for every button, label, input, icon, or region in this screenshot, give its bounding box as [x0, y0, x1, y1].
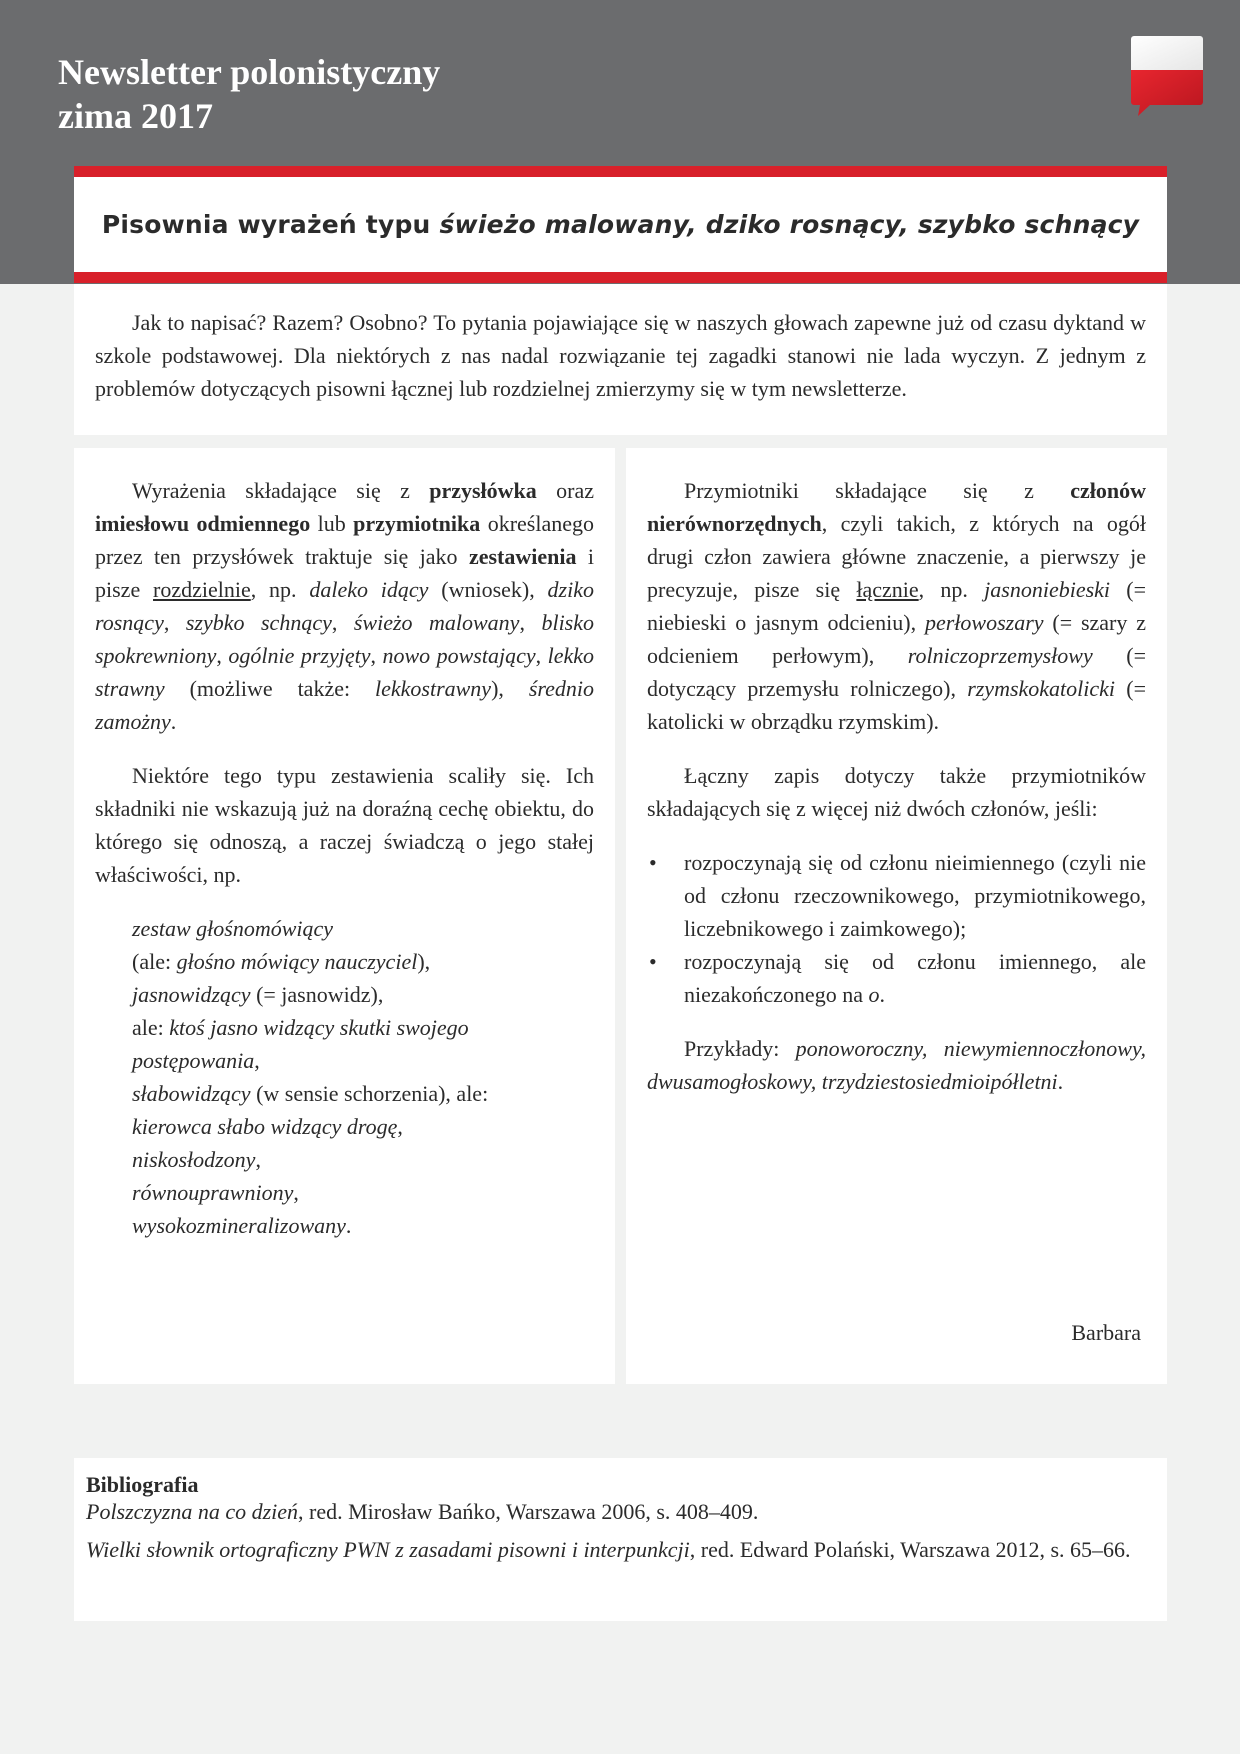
list-item: • rozpoczynają się od członu imiennego, ale niezakończonego na o. [647, 945, 1146, 1011]
bibliography-heading: Bibliografia [86, 1472, 199, 1497]
bibliography-section [74, 1458, 1167, 1621]
example-line: słabowidzący (w sensie schorzenia), ale: [132, 1081, 489, 1106]
newsletter-issue: zima 2017 [58, 96, 213, 136]
polish-flag-speech-bubble-icon [1130, 34, 1204, 118]
intro-section [74, 284, 1167, 435]
right-paragraph-1: Przymiotniki składające się z członów nierównorzędnych, czyli takich, z których na ogół drugi człon zawiera główne znaczenie, a pierwszy je precyzuje, pisze się łącznie, np. jasnoniebieski (= niebieski o jasnym odcieniu), perłowoszary (= szary z odcieniem perłowym), rolniczoprzemysłowy (= dotyczący przemysłu rolniczego), rzymskokatolicki (= katolicki w obrządku rzymskim). [647, 478, 1147, 734]
newsletter-title [58, 50, 440, 138]
example-line: kierowca słabo widzący drogę, [132, 1114, 403, 1139]
right-paragraph-3: Przykłady: ponoworoczny, niewymiennoczłonowy, dwusamogłoskowy, trzydziestosiedmioipółletni. [647, 1036, 1146, 1094]
intro-paragraph: Jak to napisać? Razem? Osobno? To pytania pojawiające się w naszych głowach zapewne już od czasu dyktand w szkole podstawowej. Dla niektórych z nas nadal rozwiązanie tej zagadki stanowi nie lada wyczyn. Z jednym z problemów dotyczących pisowni łącznej lub rozdzielnej zmierzymy się w tym newsletterze. [95, 310, 1146, 401]
example-line: niskosłodzony, [132, 1147, 261, 1172]
example-line: zestaw głośnomówiący [132, 916, 334, 941]
bullet-icon: • [649, 949, 657, 974]
left-paragraph-1: Wyrażenia składające się z przysłówka oraz imiesłowu odmiennego lub przymiotnika określanego przez ten przysłówek traktuje się jako zestawienia i pisze rozdzielnie, np. daleko idący (wniosek), dziko rosnący, szybko schnący, świeżo malowany, blisko spokrewniony, ogólnie przyjęty, nowo powstający, lekko strawny (możliwe także: lekkostrawny), średnio zamożny. [95, 478, 595, 734]
bibliography-entry: Polszczyzna na co dzień, red. Mirosław Bańko, Warszawa 2006, s. 408–409. [86, 1499, 759, 1524]
example-line: jasnowidzący (= jasnowidz), [132, 982, 384, 1007]
newsletter-name: Newsletter polonistyczny [58, 52, 441, 92]
right-paragraph-2: Łączny zapis dotyczy także przymiotników składających się z więcej niż dwóch członów, jeśli: [647, 763, 1146, 821]
article-title-italic: świeżo malowany, dziko rosnący, szybko schnący [439, 210, 1140, 239]
bibliography-entry: Wielki słownik ortograficzny PWN z zasadami pisowni i interpunkcji, red. Edward Polański, Warszawa 2012, s. 65–66. [86, 1537, 1131, 1562]
example-line: ale: ktoś jasno widzący skutki swojego [132, 1015, 469, 1040]
article-title-plain: Pisownia wyrażeń typu [101, 210, 431, 239]
article-title-card [74, 166, 1167, 283]
examples-list [132, 912, 594, 1242]
conditions-list [647, 846, 1146, 1011]
example-line: równouprawniony, [132, 1180, 299, 1205]
example-line: postępowania, [132, 1048, 260, 1073]
left-column [74, 448, 615, 1384]
example-line: wysokozmineralizowany. [132, 1213, 352, 1238]
left-paragraph-2: Niektóre tego typu zestawienia scaliły się. Ich składniki nie wskazują już na doraźną cechę obiektu, do którego się odnoszą, a raczej świadczą o jego stałej właściwości, np. [95, 763, 594, 887]
example-line: (ale: głośno mówiący nauczyciel), [132, 949, 431, 974]
article-title [74, 177, 1167, 272]
author-signature: Barbara [1071, 1320, 1141, 1345]
bullet-icon: • [649, 850, 657, 875]
right-column [626, 448, 1167, 1384]
list-item: • rozpoczynają się od członu nieimiennego (czyli nie od członu rzeczownikowego, przymiotnikowego, liczebnikowego i zaimkowego); [647, 846, 1146, 945]
